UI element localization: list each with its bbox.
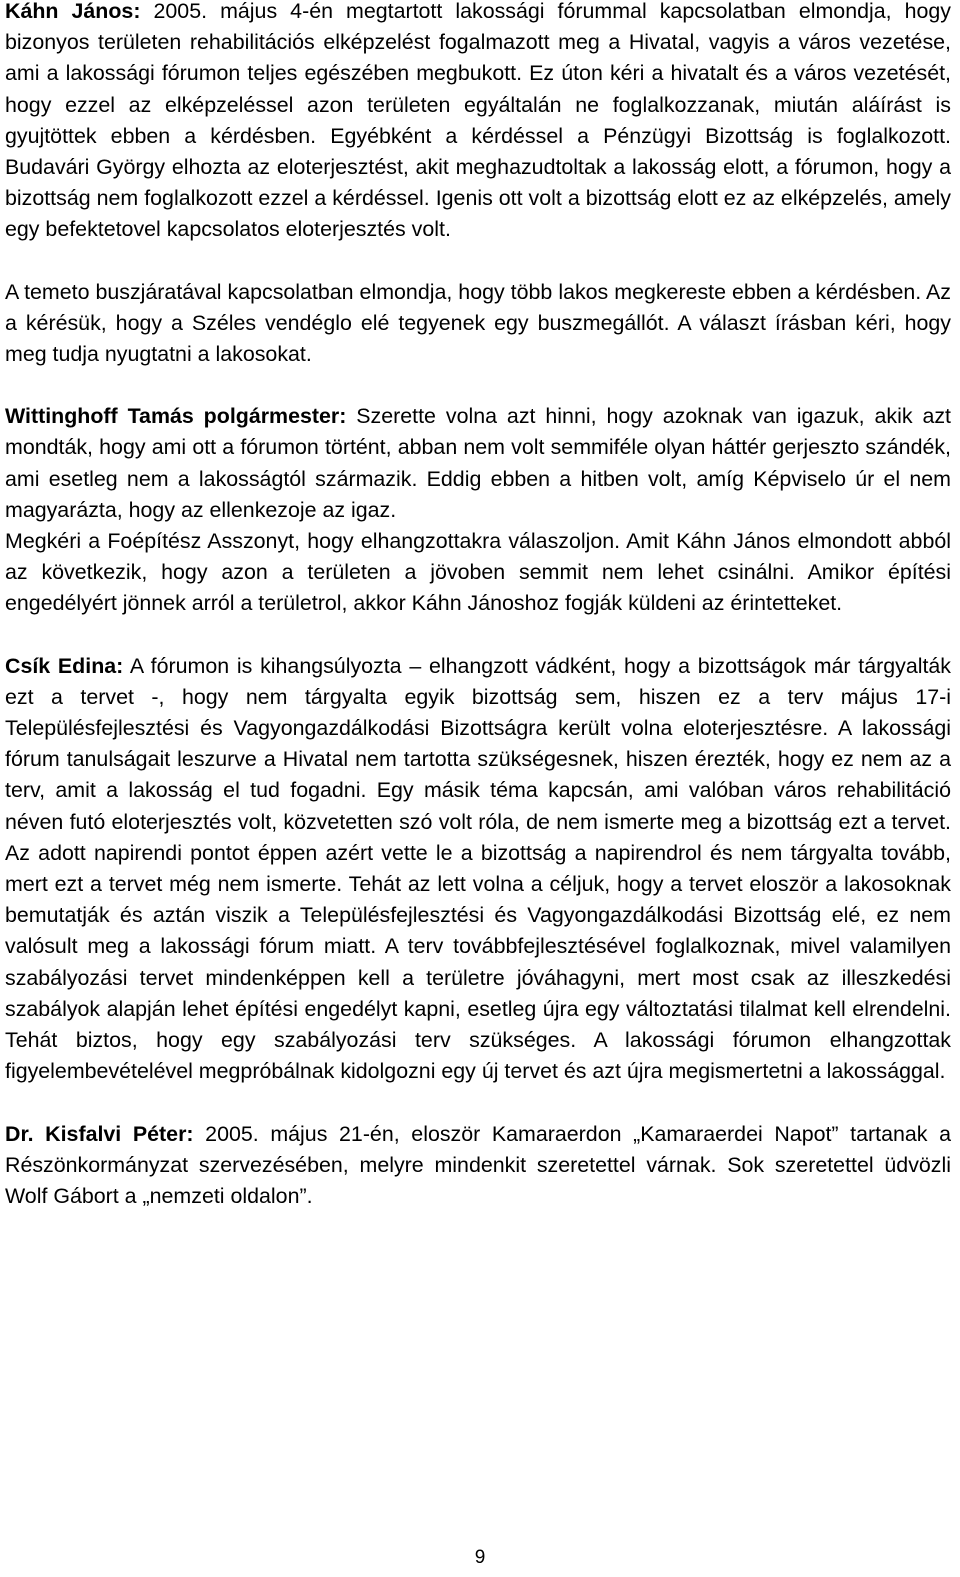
paragraph-text: 2005. május 21-én, eloször Kamaraerdon „Kamaraerdei Napot” tartanak a Részönkormányzat szervezésében, melyre mindenkit szeretettel várnak. Sok szeretettel üdvözli Wolf Gábort a „nemzeti oldalon”. bbox=[5, 1121, 951, 1208]
paragraph-csik-edina bbox=[5, 651, 951, 1088]
paragraph-text: A temeto buszjáratával kapcsolatban elmondja, hogy több lakos megkereste ebben a kérdésben. Az a kérésük, hogy a Széles vendéglo elé tegyenek egy buszmegállót. A választ írásban kéri, hogy meg tudja nyugtatni a lakosokat. bbox=[5, 279, 951, 367]
paragraph-wittinghoff-tamas bbox=[5, 401, 951, 526]
page-number: 9 bbox=[474, 1547, 486, 1568]
speaker-name: Wittinghoff Tamás polgármester: bbox=[5, 404, 347, 429]
paragraph-text: Megkéri a Foépítész Asszonyt, hogy elhangzottakra válaszoljon. Amit Káhn János elmondott abból az következik, hogy azon a területen a jövoben semmit nem lehet csinálni. Amikor építési engedélyért jönnek arról a területrol, akkor Káhn Jánoshoz fogják küldeni az érintetteket. bbox=[5, 529, 951, 616]
speaker-name: Dr. Kisfalvi Péter: bbox=[5, 1121, 194, 1146]
speaker-name: Csík Edina: bbox=[5, 653, 124, 678]
paragraph-text: 2005. május 4-én megtartott lakossági fórummal kapcsolatban elmondja, hogy bizonyos területen rehabilitációs elképzelést fogalmazott meg a Hivatal, vagyis a város vezetése, ami a lakossági fórumon teljes egészében megbukott. Ez úton kéri a hivatalt és a város vezetését, hogy ezzel az elképzeléssel azon területen egyáltalán ne foglalkozzanak, miután aláírást is gyujtöttek ebben a kérdésben. Egyébként a kérdéssel a Pénzügyi Bizottság is foglalkozott. Budavári György elhozta az eloterjesztést, akit meghazudtoltak a lakosság elott, a fórumon, hogy a bizottság nem foglalkozott ezzel a kérdéssel. Igenis ott volt a bizottság elott ez az elképzelés, amely egy befektetovel kapcsolatos eloterjesztés volt. bbox=[5, 0, 951, 242]
paragraph-text: Szerette volna azt hinni, hogy azoknak van igazuk, akik azt mondták, hogy ami ott a fórumon történt, abban nem volt semmiféle olyan háttér gerjeszto szándék, ami esetleg nem a lakosságtól származik. Eddig ebben a hitben volt, amíg Képviselo úr el nem magyarázta, hogy az ellenkezoje az igaz. bbox=[5, 404, 951, 522]
paragraph-kisfalvi-peter bbox=[5, 1119, 951, 1213]
paragraph-temeto-buszjarat bbox=[5, 277, 951, 371]
paragraph-foepitesz-keres bbox=[5, 526, 951, 620]
paragraph-kahn-janos bbox=[5, 0, 951, 246]
speaker-name: Káhn János: bbox=[5, 0, 141, 23]
paragraph-text: A fórumon is kihangsúlyozta – elhangzott vádként, hogy a bizottságok már tárgyalták ezt a tervet -, hogy nem tárgyalta egyik bizottság sem, hiszen ez a terv május 17-i Településfejlesztési és Vagyongazdálkodási Bizottságra került volna eloterjesztésre. A lakossági fórum tanulságait leszurve a Hivatal nem tartotta szükségesnek, hiszen érezték, hogy ez nem az a terv, amit a lakosság el tud fogadni. Egy másik téma kapcsán, ami valóban város rehabilitáció néven futó eloterjesztés volt, közvetetten szó volt róla, de nem ismerte meg a bizottság ezt a tervet. Az adott napirendi pontot éppen azért vette le a bizottság a napirendrol és nem tárgyalta tovább, mert ezt a tervet még nem ismerte. Tehát az lett volna a céljuk, hogy a tervet eloször a lakosoknak bemutatják és aztán viszik a Településfejlesztési és Vagyongazdálkodási Bizottság elé, ez nem valósult meg a lakossági fórum miatt. A terv továbbfejlesztésével foglalkoznak, mivel valamilyen szabályozási tervet mindenképpen kell a területre jóváhagyni, mert most csak az illeszkedési szabályok alapján lehet építési engedélyt kapni, esetleg újra egy változtatási tilalmat kell elrendelni. Tehát biztos, hogy egy szabályozási terv szükséges. A lakossági fórumon elhangzottak figyelembevételével megpróbálnak kidolgozni egy új tervet és azt újra megismertetni a lakossággal. bbox=[5, 653, 952, 1084]
document-page bbox=[5, 0, 951, 1212]
